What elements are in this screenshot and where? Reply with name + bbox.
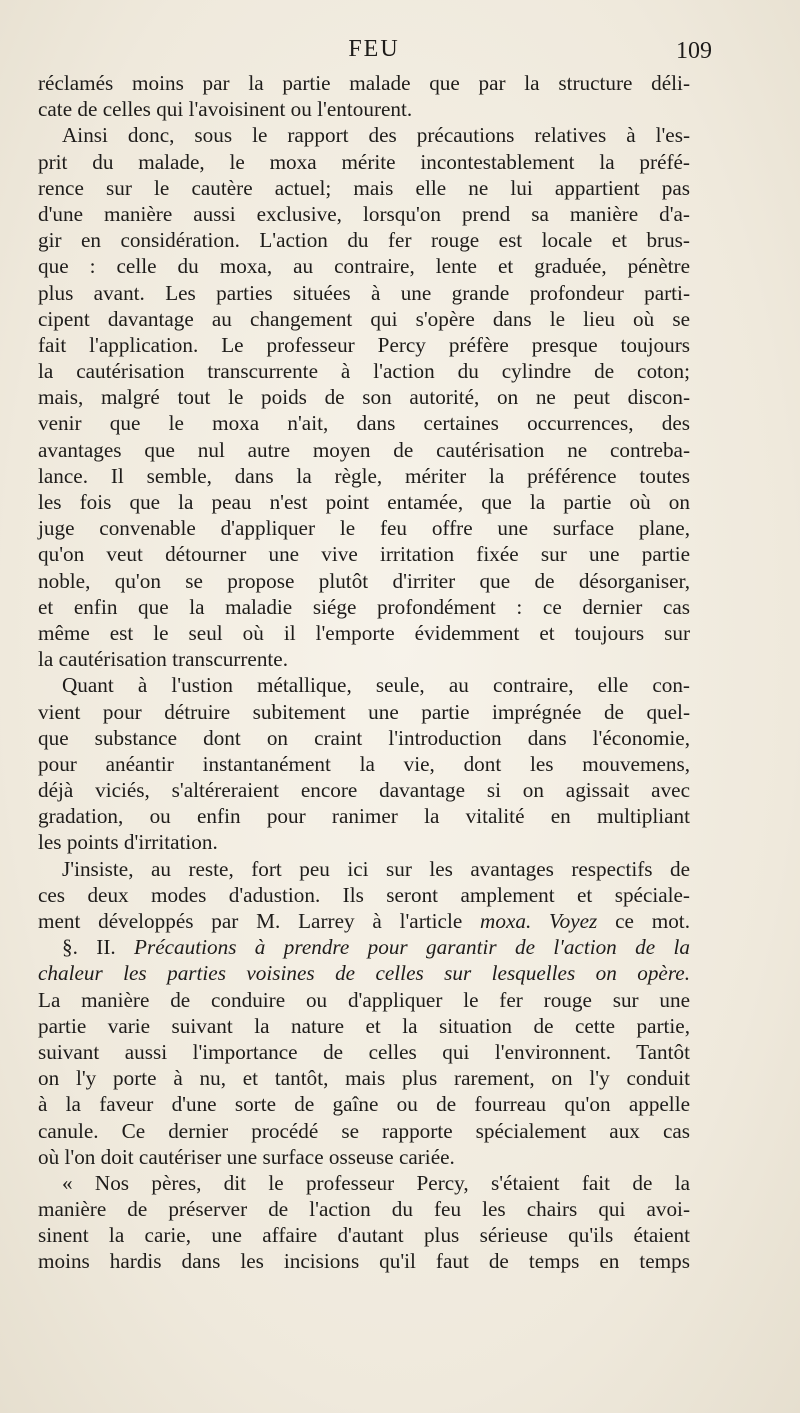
text-line: juge convenable d'appliquer le feu offre une surface plane, [38, 516, 690, 541]
text-line: La manière de conduire ou d'appliquer le fer rouge sur une [38, 987, 690, 1012]
text-line: ces deux modes d'adustion. Ils seront amplement et spéciale- [38, 882, 690, 907]
text-line: rence sur le cautère actuel; mais elle ne lui appartient pas [38, 175, 690, 200]
text-segment: ce mot. [597, 909, 690, 933]
text-segment: ment développés par M. Larrey à l'article [38, 909, 481, 933]
text-line: noble, qu'on se propose plutôt d'irriter que de désorganiser, [38, 568, 690, 593]
text-line: mais, malgré tout le poids de son autorité, on ne peut discon- [38, 385, 690, 410]
text-line: Quant à l'ustion métallique, seule, au contraire, elle con- [62, 673, 690, 698]
text-line: à la faveur d'une sorte de gaîne ou de fourreau qu'on appelle [38, 1092, 690, 1117]
text-line: la cautérisation transcurrente à l'action du cylindre de coton; [38, 359, 690, 384]
running-title: FEU [348, 36, 400, 62]
text-line: fait l'application. Le professeur Percy préfère presque toujours [38, 332, 690, 357]
text-line: avantages que nul autre moyen de cautérisation ne contreba- [38, 437, 690, 462]
text-line: d'une manière aussi exclusive, lorsqu'on prend sa manière d'a- [38, 201, 690, 226]
page-number: 109 [676, 38, 712, 64]
text-line: cipent davantage au changement qui s'opère dans le lieu où se [38, 306, 690, 331]
text-line: les points d'irritation. [38, 830, 218, 855]
text-line: où l'on doit cautériser une surface osseuse cariée. [38, 1144, 455, 1169]
text-line: réclamés moins par la partie malade que par la structure déli- [38, 71, 690, 95]
text-line: cate de celles qui l'avoisinent ou l'entourent. [38, 97, 413, 122]
italic-reference: moxa. Voyez [480, 909, 598, 933]
text-line: prit du malade, le moxa mérite incontestablement la préfé- [38, 149, 690, 174]
text-line: la cautérisation transcurrente. [38, 647, 289, 672]
text-line: les fois que la peau n'est point entamée, que la partie où on [38, 490, 690, 514]
text-line: sinent la carie, une affaire d'autant plus sérieuse qu'ils étaient [38, 1223, 690, 1248]
text-line: pour anéantir instantanément la vie, dont les mouvemens, [38, 751, 690, 776]
text-line: on l'y porte à nu, et tantôt, mais plus rarement, on l'y conduit [38, 1066, 690, 1091]
section-title: chaleur les parties voisines de celles sur lesquelles on opère. [38, 961, 690, 986]
section-heading-line [38, 960, 690, 986]
text-line: et enfin que la maladie siége profondément : ce dernier cas [38, 594, 690, 619]
body-text [38, 70, 690, 1275]
text-line: gir en considération. L'action du fer rouge est locale et brus- [38, 228, 690, 253]
text-line: vient pour détruire subitement une partie imprégnée de quel- [38, 699, 690, 724]
text-line: que : celle du moxa, au contraire, lente et graduée, pénètre [38, 254, 690, 279]
text-line: partie varie suivant la nature et la situation de cette partie, [38, 1013, 690, 1038]
text-line-with-italic [38, 908, 690, 934]
text-line: venir que le moxa n'ait, dans certaines occurrences, des [38, 411, 690, 436]
section-title: Précautions à prendre pour garantir de l'action de la [134, 935, 690, 960]
text-line: J'insiste, au reste, fort peu ici sur les avantages respectifs de [62, 856, 690, 881]
text-line: lance. Il semble, dans la règle, mériter la préférence toutes [38, 463, 690, 488]
text-line: gradation, ou enfin pour ranimer la vitalité en multipliant [38, 804, 690, 829]
text-line: manière de préserver de l'action du feu les chairs qui avoi- [38, 1197, 690, 1222]
text-line: suivant aussi l'importance de celles qui l'environnent. Tantôt [38, 1039, 690, 1064]
text-line: que substance dont on craint l'introduction dans l'économie, [38, 725, 690, 750]
text-line: plus avant. Les parties situées à une grande profondeur parti- [38, 280, 690, 305]
section-number: §. II. [62, 935, 135, 960]
text-line: Ainsi donc, sous le rapport des précautions relatives à l'es- [62, 123, 690, 148]
text-line: « Nos pères, dit le professeur Percy, s'étaient fait de la [62, 1170, 690, 1195]
text-line: qu'on veut détourner une vive irritation fixée sur une partie [38, 542, 690, 567]
page-header [38, 34, 710, 68]
section-heading-line [38, 934, 690, 960]
text-line: canule. Ce dernier procédé se rapporte spécialement aux cas [38, 1118, 690, 1143]
text-line: moins hardis dans les incisions qu'il faut de temps en temps [38, 1249, 690, 1274]
text-line: déjà viciés, s'altéreraient encore davantage si on agissait avec [38, 778, 690, 803]
text-line: même est le seul où il l'emporte évidemment et toujours sur [38, 620, 690, 645]
